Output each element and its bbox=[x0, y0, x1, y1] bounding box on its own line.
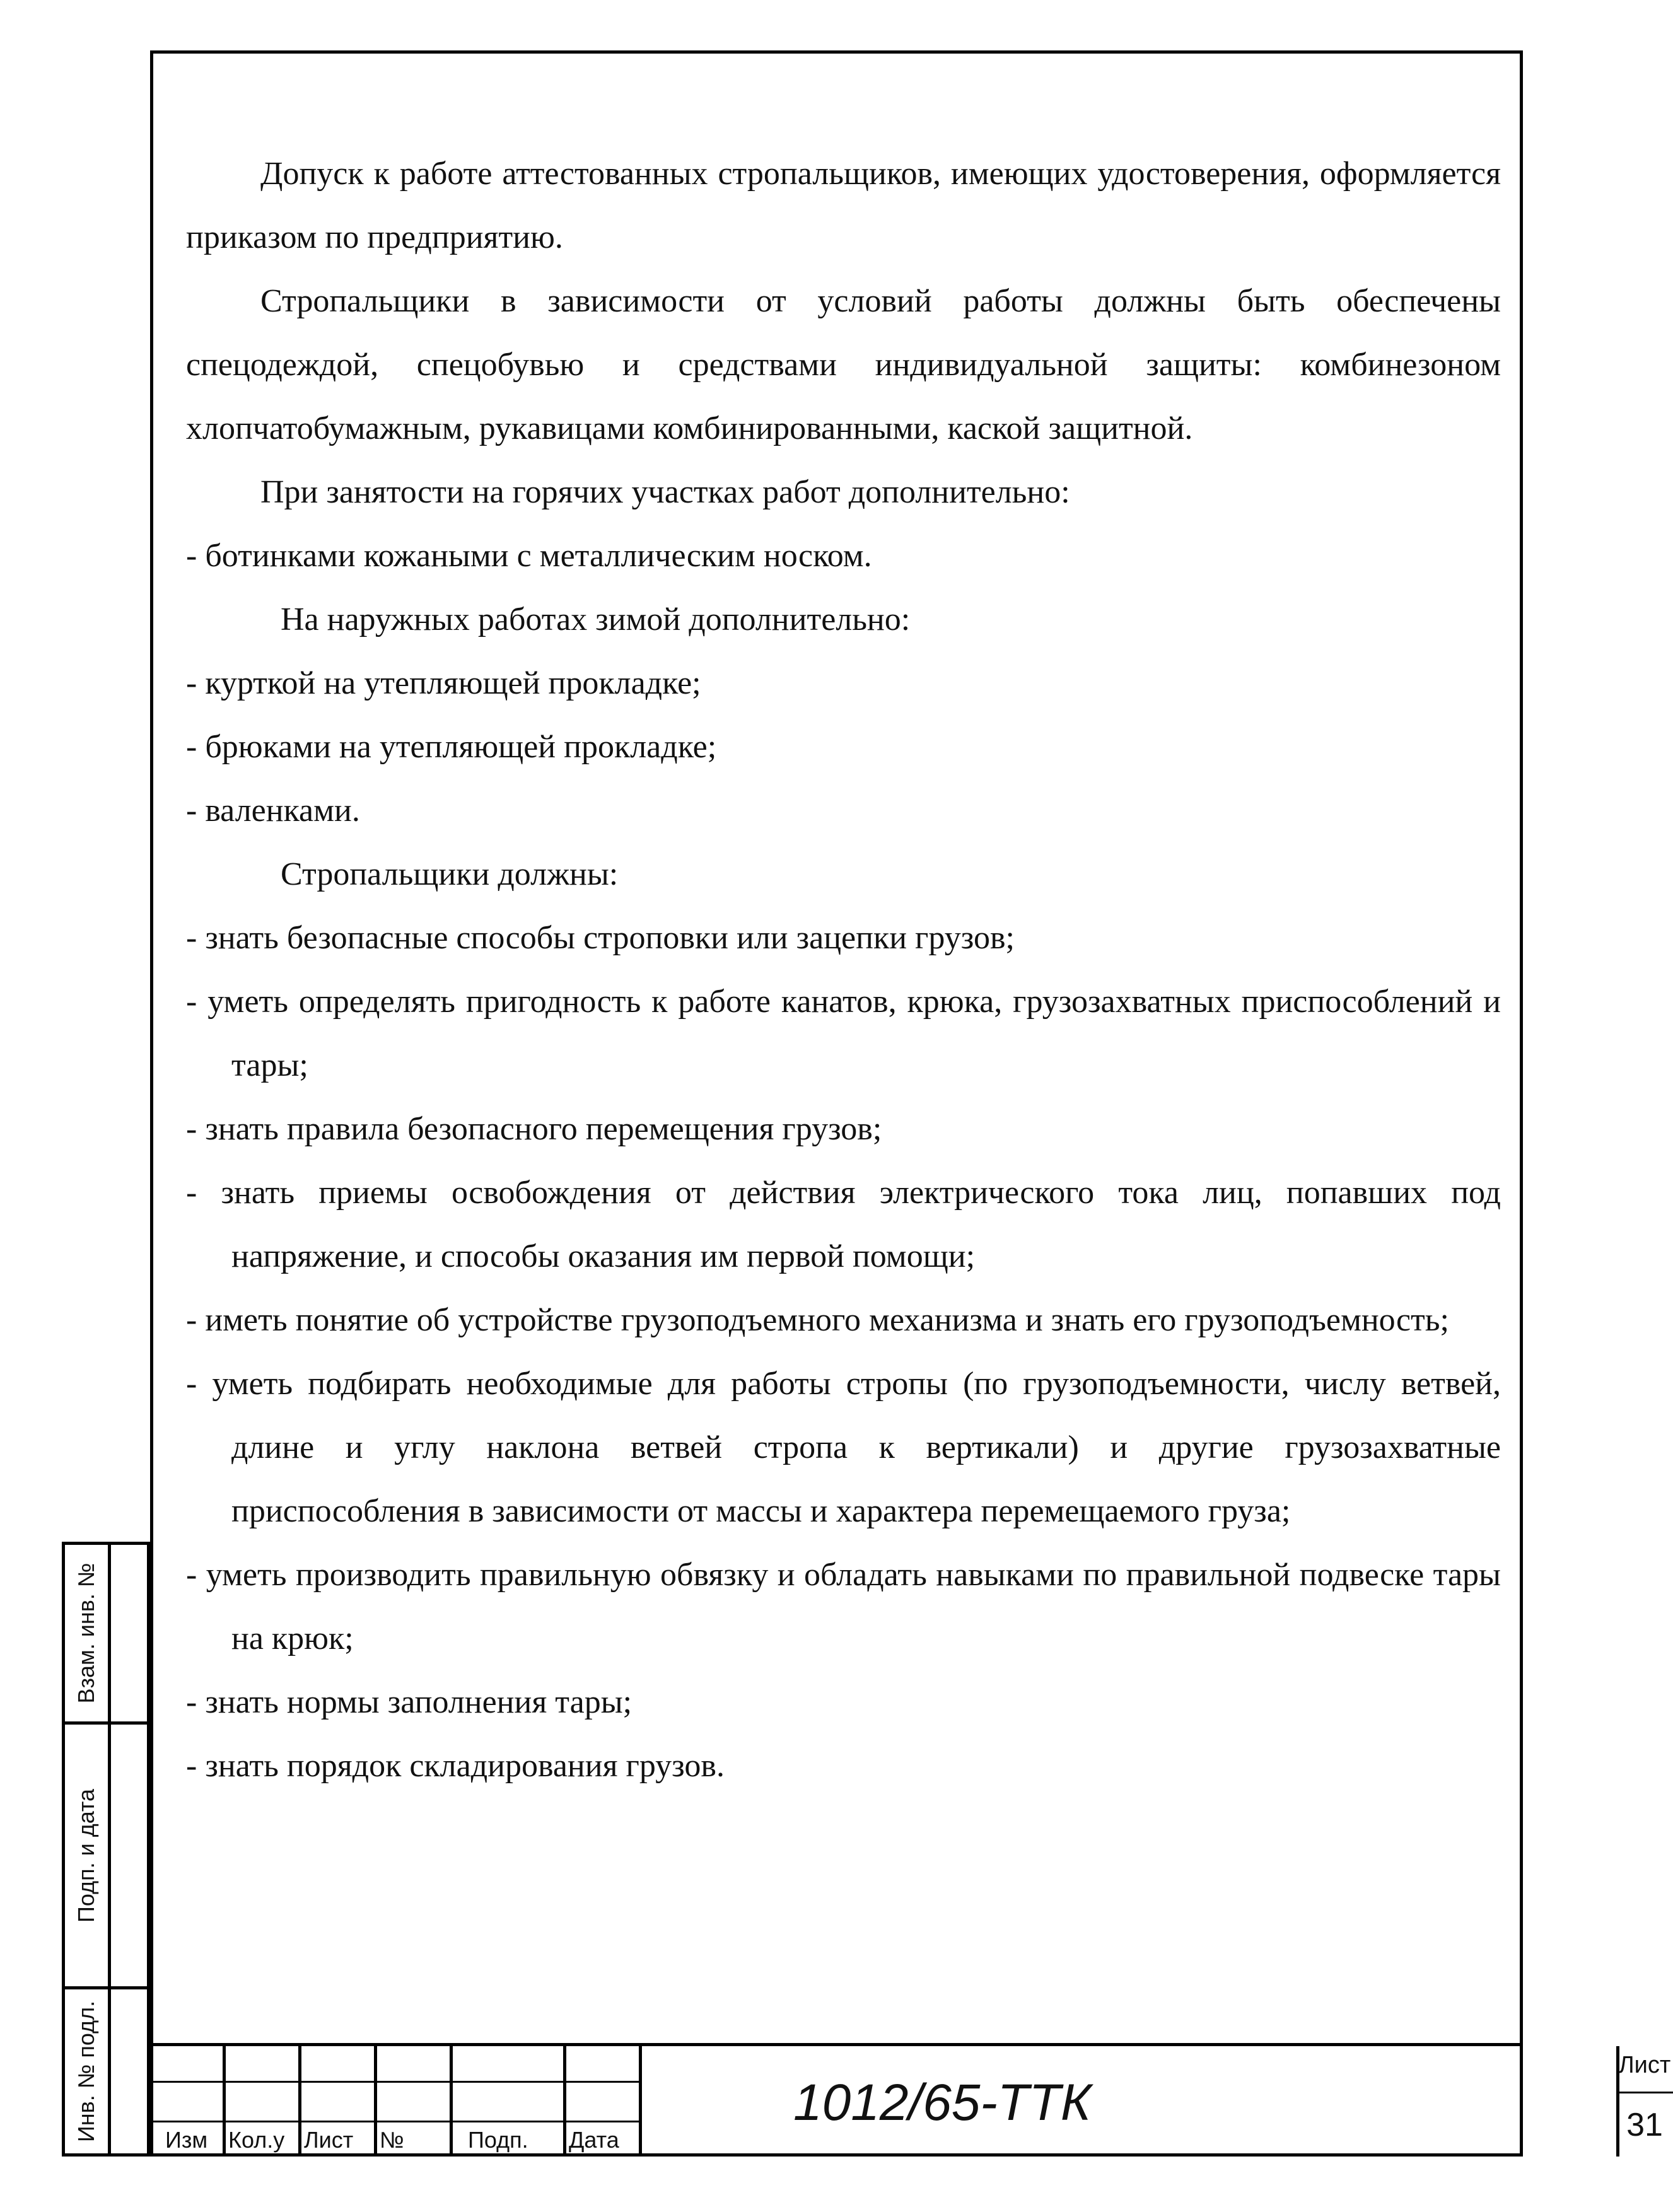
list-item: - иметь понятие об устройстве грузоподъемного механизма и знать его грузоподъемность; bbox=[186, 1302, 1449, 1338]
list-item: - знать порядок складирования грузов. bbox=[186, 1748, 725, 1784]
header-date: Дата bbox=[569, 2127, 619, 2153]
list-item: - курткой на утепляющей прокладке; bbox=[186, 665, 701, 701]
paragraph-admission: Допуск к работе аттестованных стропальщиков, имеющих удостоверения, оформляется приказом по предприятию. bbox=[186, 156, 1501, 255]
stamp-label: Подп. и дата bbox=[73, 1788, 99, 1923]
list-item: - валенками. bbox=[186, 793, 360, 829]
stamp-label: Взам. инв. № bbox=[73, 1563, 99, 1704]
stamp-replacement-inventory bbox=[62, 1542, 150, 1725]
stamp-original-inventory bbox=[62, 1986, 150, 2157]
paragraph-equipment: Стропальщики в зависимости от условий работы должны быть обеспечены спецодеждой, спецобувью и средствами индивидуальной защиты: комбинезоном хлопчатобумажным, рукавицами комбинированными, каской защитной. bbox=[186, 283, 1501, 446]
paragraph-outdoor-winter: На наружных работах зимой дополнительно: bbox=[281, 602, 911, 637]
list-item: - знать нормы заполнения тары; bbox=[186, 1684, 632, 1720]
list-item: - уметь подбирать необходимые для работы стропы (по грузоподъемности, числу ветвей, длине и углу наклона ветвей стропа к вертикали) и другие грузозахватные приспособления в зависимости от массы и характера перемещаемого груза; bbox=[186, 1366, 1501, 1529]
header-count: Кол.у bbox=[228, 2127, 285, 2153]
stamp-signature-date bbox=[62, 1721, 150, 1989]
list-item: - брюками на утепляющей прокладке; bbox=[186, 729, 717, 765]
paragraph-hot-work: При занятости на горячих участках работ дополнительно: bbox=[260, 474, 1070, 510]
list-item: - уметь определять пригодность к работе канатов, крюка, грузозахватных приспособлений и тары; bbox=[186, 984, 1501, 1083]
list-item: - ботинками кожаными с металлическим носком. bbox=[186, 538, 872, 574]
stamp-label: Инв. № подл. bbox=[73, 2000, 99, 2143]
list-item: - знать безопасные способы строповки или зацепки грузов; bbox=[186, 920, 1015, 956]
header-change: Изм bbox=[165, 2127, 208, 2153]
list-item: - знать правила безопасного перемещения грузов; bbox=[186, 1111, 882, 1147]
sheet-number: 31 bbox=[1626, 2107, 1663, 2143]
document-code: 1012/65-ТТК bbox=[793, 2074, 1092, 2131]
paragraph-duties: Стропальщики должны: bbox=[281, 856, 619, 892]
title-block bbox=[150, 2043, 1671, 2157]
list-item: - знать приемы освобождения от действия электрического тока лиц, попавших под напряжение, и способы оказания им первой помощи; bbox=[186, 1175, 1501, 1274]
list-item: - уметь производить правильную обвязку и обладать навыками по правильной подвеске тары на крюк; bbox=[186, 1557, 1501, 1656]
document-body bbox=[186, 142, 1501, 1798]
header-sheet: Лист bbox=[304, 2127, 354, 2153]
sheet-label: Лист bbox=[1618, 2052, 1671, 2078]
header-number: № bbox=[380, 2127, 404, 2153]
header-signature: Подп. bbox=[468, 2127, 528, 2153]
